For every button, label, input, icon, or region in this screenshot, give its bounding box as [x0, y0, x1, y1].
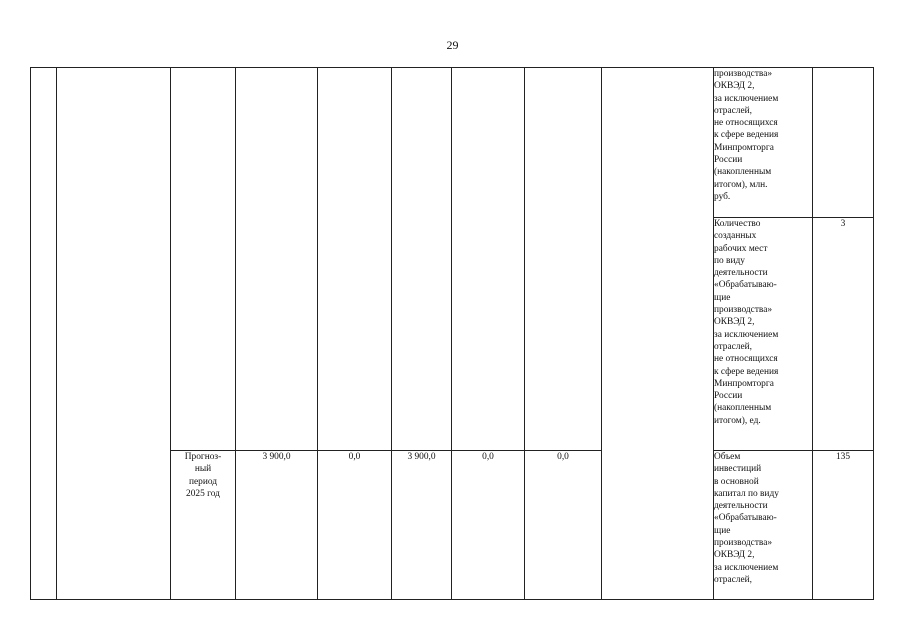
indicator-text: за исключением	[714, 329, 779, 340]
indicator-text: отраслей,	[714, 574, 752, 585]
indicator-text: Объем	[714, 452, 741, 462]
indicator-text: деятельности	[714, 501, 768, 512]
indicator-text: не относящихся	[714, 354, 778, 365]
indicator-text: отраслей,	[714, 105, 752, 116]
name-cell	[57, 68, 171, 600]
indicator-text: (накопленным	[714, 403, 772, 414]
indicator-text: инвестиций	[714, 464, 762, 475]
indicator-text: за исключением	[714, 93, 779, 104]
indicator-text: отраслей,	[714, 341, 752, 352]
indicator-text: по виду	[714, 255, 745, 266]
indicator-cell	[714, 218, 813, 451]
executor-cell	[602, 68, 714, 600]
indicator-text: созданных	[714, 231, 757, 242]
indicator-text: России	[714, 155, 743, 166]
indicator-text: «Обрабатываю-	[714, 280, 777, 291]
indicator-text: руб.	[714, 191, 731, 202]
indicator-text: ОКВЭД 2,	[714, 81, 755, 92]
period-text: Прогноз-	[184, 452, 222, 462]
amount-cell	[392, 68, 452, 451]
number-cell	[31, 68, 57, 600]
amount-cell: 0,0	[452, 451, 525, 600]
table-row	[31, 68, 874, 218]
amount-cell	[236, 68, 318, 451]
indicator-text: к сфере ведения	[714, 366, 779, 377]
indicator-text: к сфере ведения	[714, 130, 779, 141]
indicator-text: деятельности	[714, 268, 768, 279]
period-cell	[171, 451, 236, 600]
amount-cell: 0,0	[525, 451, 602, 600]
indicator-value: 3	[813, 218, 874, 451]
data-table	[30, 67, 874, 600]
period-text: 2025 год	[186, 488, 220, 499]
amount-cell	[318, 68, 392, 451]
indicator-value: 135	[813, 451, 874, 600]
indicator-cell	[714, 451, 813, 600]
amount-cell: 0,0	[318, 451, 392, 600]
period-cell	[171, 68, 236, 451]
page-number: 29	[446, 38, 459, 52]
indicator-text: итогом), млн.	[714, 179, 768, 190]
indicator-value	[813, 68, 874, 218]
amount-cell	[452, 68, 525, 451]
indicator-text: рабочих мест	[714, 243, 768, 254]
indicator-text: ОКВЭД 2,	[714, 550, 755, 561]
indicator-text: ОКВЭД 2,	[714, 317, 755, 328]
indicator-text: производства»	[714, 69, 773, 79]
indicator-text: России	[714, 391, 743, 402]
indicator-text: капитал по виду	[714, 488, 779, 499]
indicator-text: щие	[714, 525, 731, 536]
indicator-text: в основной	[714, 476, 759, 487]
indicator-text: (накопленным	[714, 167, 772, 178]
indicator-text: Минпромторга	[714, 142, 774, 153]
indicator-text: за исключением	[714, 562, 779, 573]
indicator-text: производства»	[714, 538, 773, 549]
period-text: ный	[194, 464, 212, 475]
indicator-text: итогом), ед.	[714, 415, 761, 426]
indicator-text: щие	[714, 292, 731, 303]
indicator-text: «Обрабатываю-	[714, 513, 777, 524]
amount-cell	[525, 68, 602, 451]
indicator-text: Количество	[714, 219, 761, 229]
indicator-text: производства»	[714, 305, 773, 316]
amount-cell: 3 900,0	[392, 451, 452, 600]
indicator-text: не относящихся	[714, 118, 778, 129]
amount-cell: 3 900,0	[236, 451, 318, 600]
period-text: период	[188, 476, 218, 487]
indicator-cell	[714, 68, 813, 218]
indicator-text: Минпромторга	[714, 378, 774, 389]
